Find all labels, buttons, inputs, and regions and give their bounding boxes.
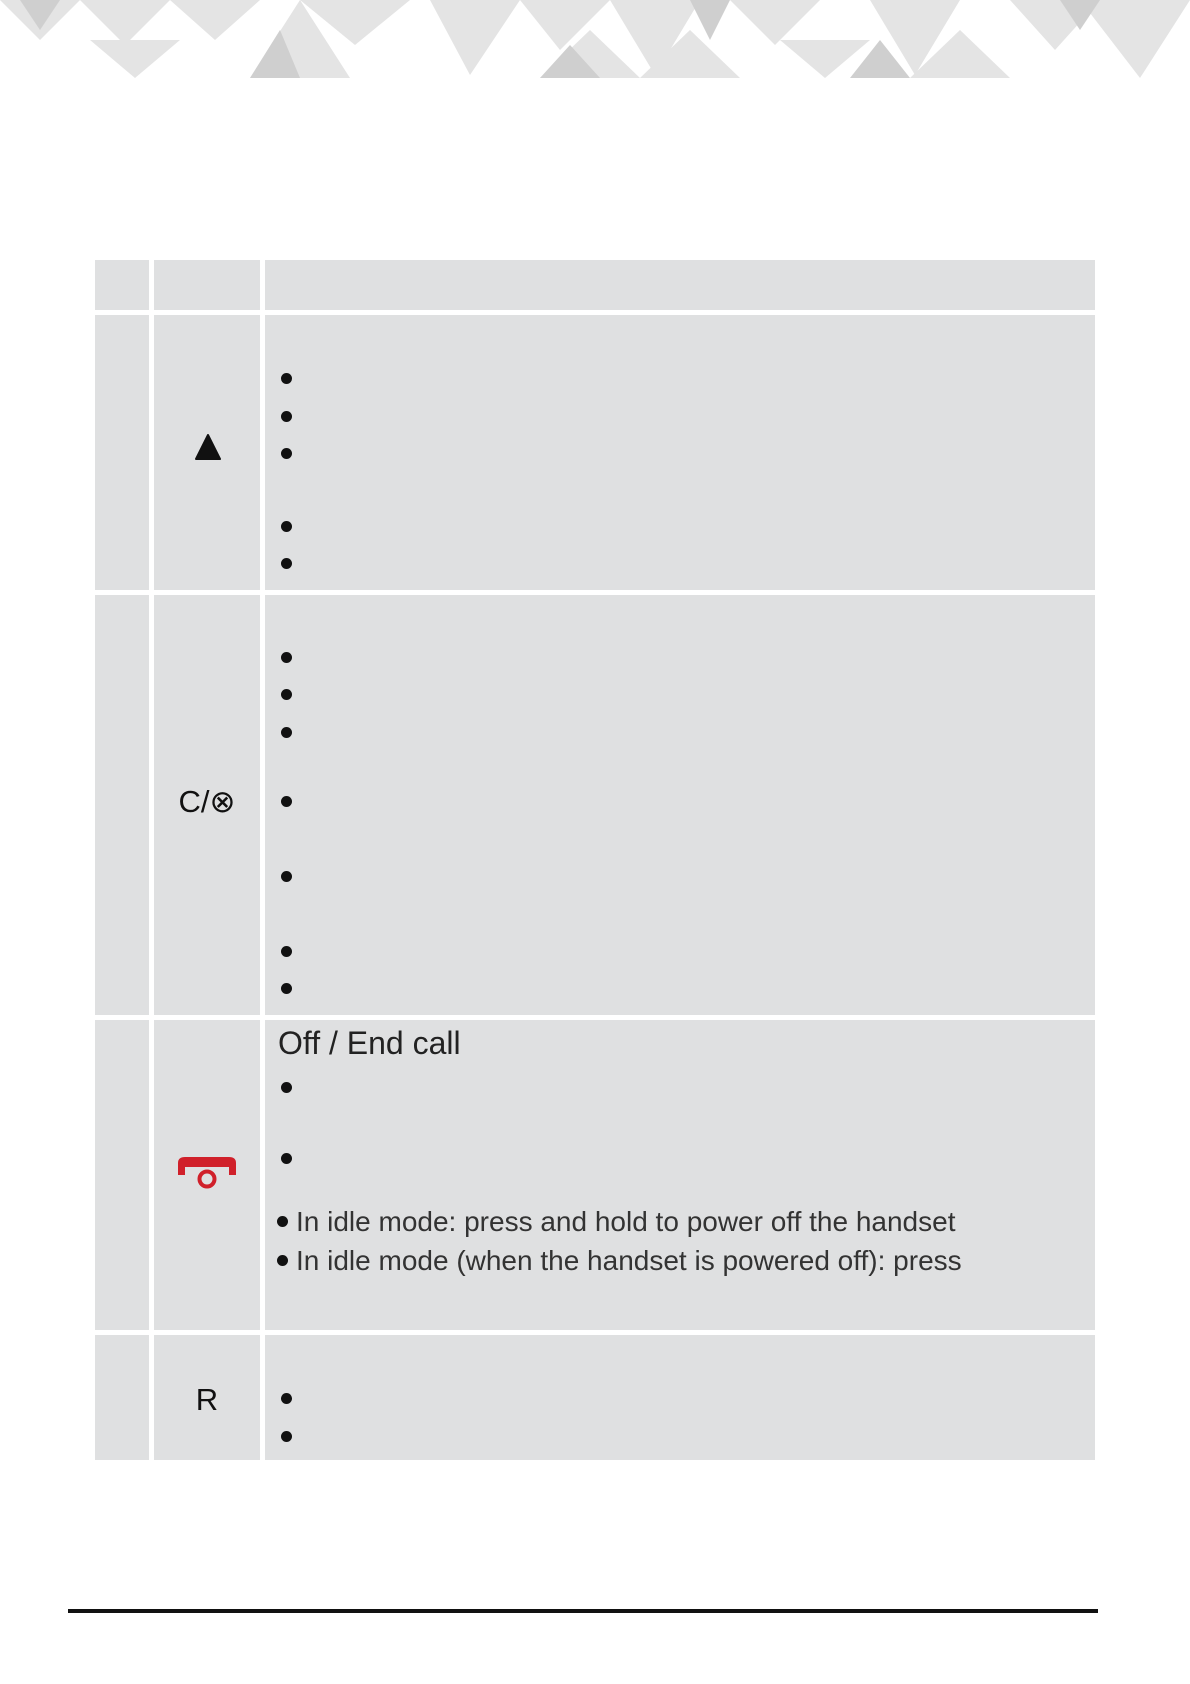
power-on-instruction	[277, 1245, 962, 1277]
power-on-text: In idle mode (when the handset is powered off): press	[296, 1245, 962, 1276]
header-cell-number	[95, 260, 149, 310]
bullet	[281, 521, 292, 532]
bullet	[281, 652, 292, 663]
row-number-cell	[95, 315, 149, 590]
bullet	[281, 796, 292, 807]
power-off-text: In idle mode: press and hold to power off the handset	[296, 1206, 956, 1237]
footer-divider	[68, 1609, 1098, 1613]
bullet	[277, 1255, 288, 1266]
power-off-instruction	[277, 1206, 955, 1238]
bullet	[281, 727, 292, 738]
bullet	[281, 558, 292, 569]
bullet	[281, 689, 292, 700]
bullet	[281, 411, 292, 422]
triangle-up-icon	[195, 433, 221, 461]
end-call-heading: Off / End call	[278, 1025, 461, 1061]
recall-key-label: R	[195, 1382, 219, 1417]
bullet	[281, 1393, 292, 1404]
end-call-icon	[175, 1153, 239, 1191]
bullet	[281, 1431, 292, 1442]
clear-key-label: C/⊗	[178, 784, 236, 819]
row-description-cell	[265, 1335, 1095, 1460]
decorative-header-banner	[0, 0, 1190, 80]
row-description-cell	[265, 315, 1095, 590]
row-description-cell	[265, 1020, 1095, 1330]
row-description-cell	[265, 595, 1095, 1015]
header-cell-description	[265, 260, 1095, 310]
bullet	[281, 1153, 292, 1164]
bullet	[277, 1216, 288, 1227]
bullet	[281, 871, 292, 882]
row-number-cell	[95, 595, 149, 1015]
bullet	[281, 448, 292, 459]
bullet	[281, 1082, 292, 1093]
row-number-cell	[95, 1335, 149, 1460]
bullet	[281, 373, 292, 384]
header-cell-key	[154, 260, 260, 310]
bullet	[281, 983, 292, 994]
row-number-cell	[95, 1020, 149, 1330]
bullet	[281, 946, 292, 957]
